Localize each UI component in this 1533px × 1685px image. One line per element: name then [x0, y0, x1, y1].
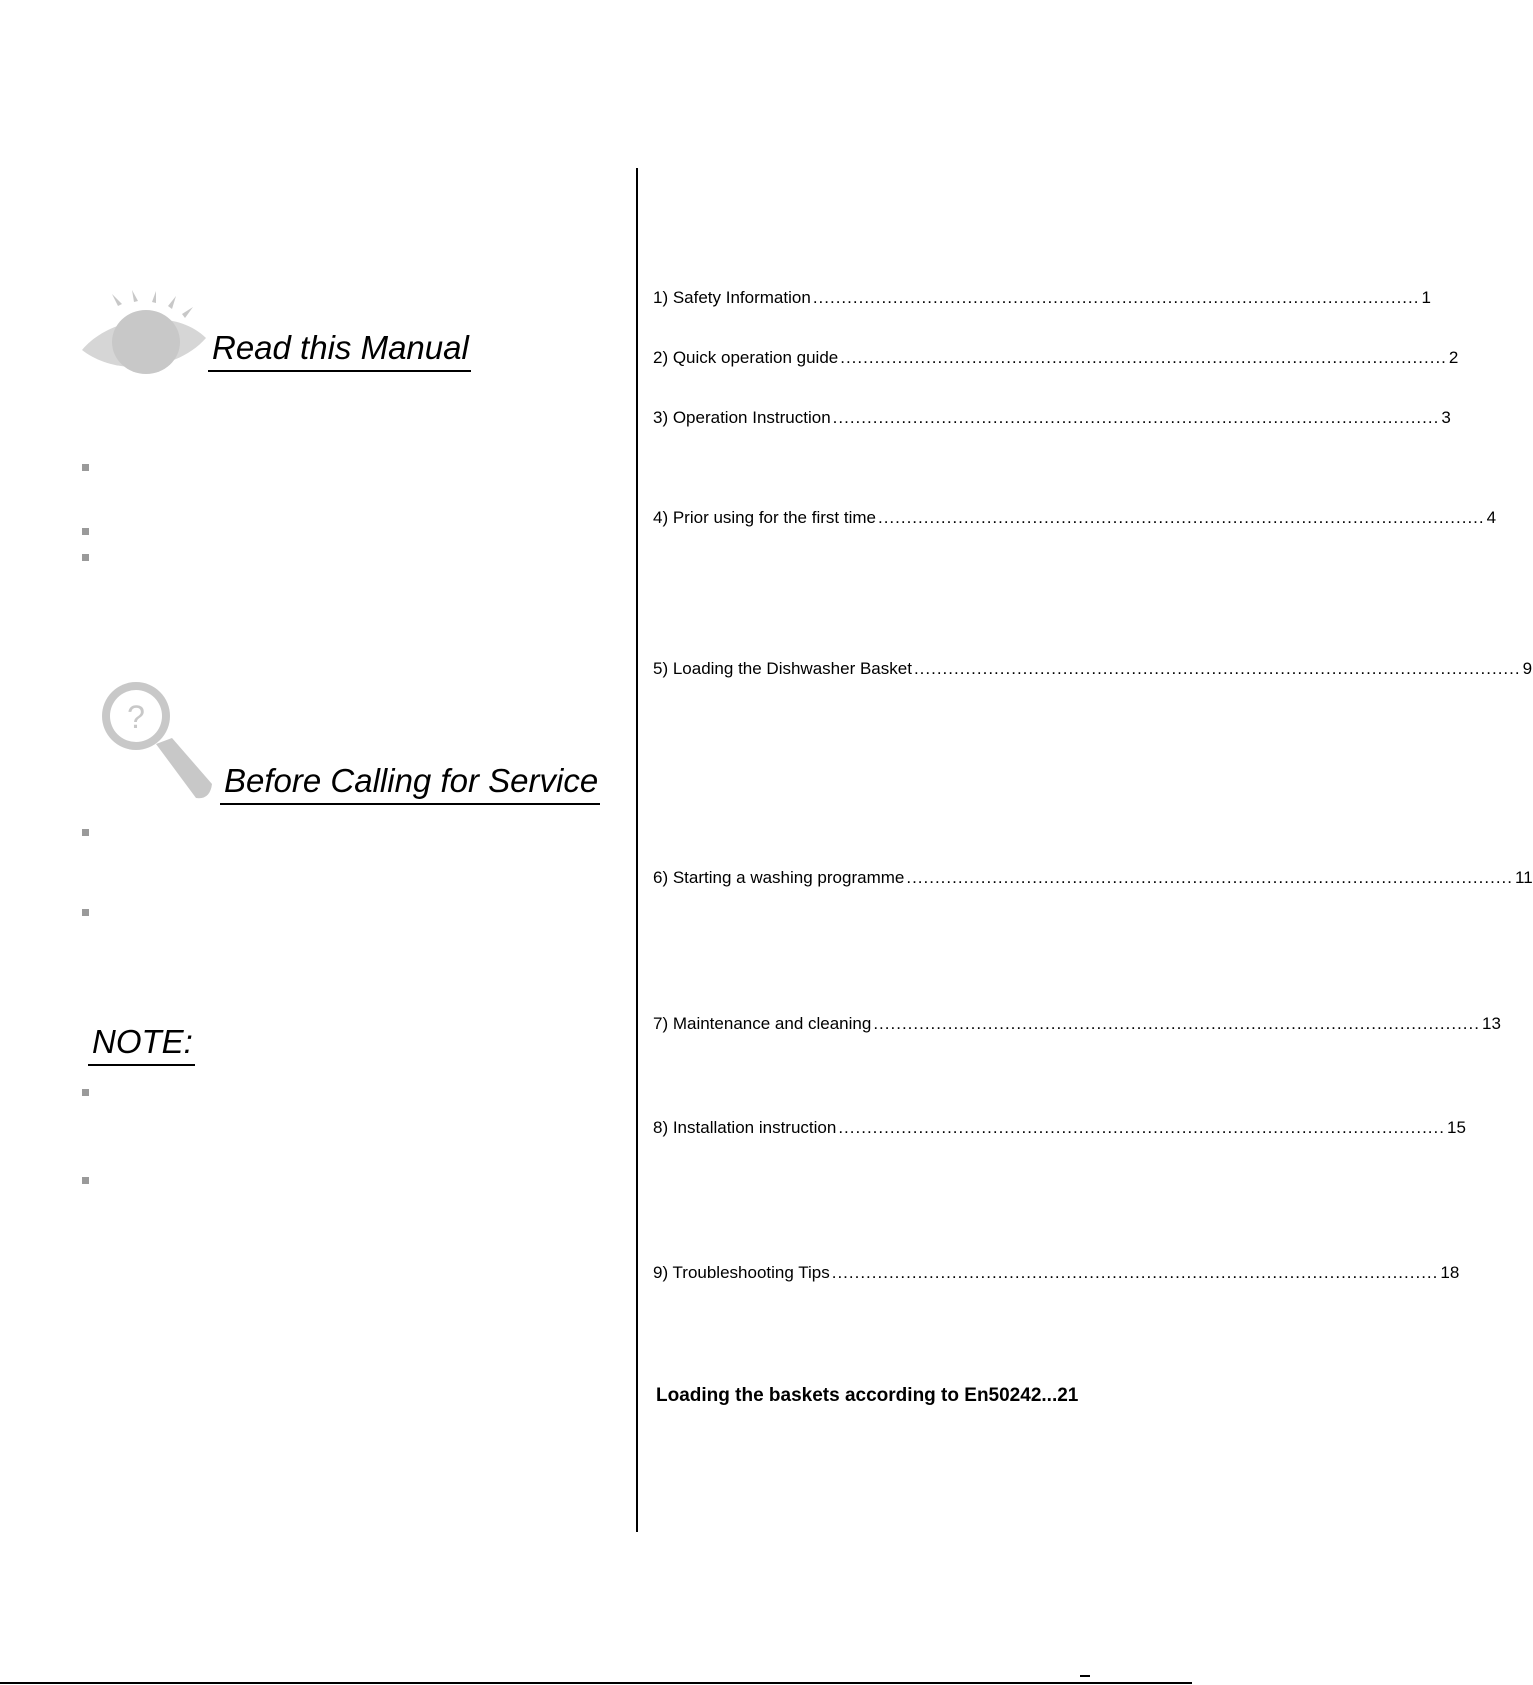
- toc-page-number: 18: [1440, 1263, 1460, 1282]
- toc-item-quick-guide[interactable]: [653, 346, 1459, 368]
- footer-rule: [0, 1682, 1192, 1684]
- toc-page-number: 1: [1421, 288, 1431, 307]
- toc-page-number: 21: [1057, 1385, 1079, 1406]
- toc-label: 3) Operation Instruction: [653, 408, 831, 427]
- footer-tick: [1080, 1675, 1090, 1677]
- toc-leader: ..........................................................................................................: [812, 288, 1420, 307]
- toc-page-number: 2: [1448, 348, 1459, 367]
- read-manual-heading: Read this Manual: [208, 330, 471, 372]
- toc-label: 7) Maintenance and cleaning: [653, 1014, 872, 1033]
- note-heading: NOTE:: [88, 1024, 195, 1066]
- toc-item-safety[interactable]: [653, 286, 1431, 308]
- toc-leader: ..........................................................................................................: [831, 1263, 1439, 1282]
- before-service-heading: Before Calling for Service: [220, 763, 600, 805]
- column-divider: [636, 168, 638, 1532]
- toc-label: 9) Troubleshooting Tips: [653, 1263, 830, 1282]
- toc-leader: ..........................................................................................................: [838, 1118, 1445, 1137]
- bullet: [82, 554, 89, 561]
- toc-item-washing-programme[interactable]: [653, 866, 1533, 888]
- toc-page-number: 13: [1481, 1014, 1501, 1033]
- toc-item-operation[interactable]: [653, 406, 1451, 428]
- toc-leader: ..........................................................................................................: [906, 868, 1513, 887]
- toc-label: 5) Loading the Dishwasher Basket: [653, 659, 912, 678]
- toc-page-number: 4: [1486, 508, 1497, 527]
- eye-icon: [78, 292, 208, 376]
- toc-leader: ...: [1041, 1385, 1058, 1406]
- toc-label: 6) Starting a washing programme: [653, 868, 905, 887]
- toc-page-number: 9: [1522, 659, 1533, 678]
- toc-label: 2) Quick operation guide: [653, 348, 839, 367]
- toc-leader: ..........................................................................................................: [877, 508, 1485, 527]
- bullet: [82, 909, 89, 916]
- toc-item-installation[interactable]: [653, 1116, 1466, 1138]
- bullet: [82, 528, 89, 535]
- toc-item-loading-basket[interactable]: [653, 657, 1533, 679]
- toc-item-troubleshooting[interactable]: [653, 1261, 1460, 1283]
- svg-text:?: ?: [127, 699, 145, 735]
- toc-item-first-time[interactable]: [653, 506, 1497, 528]
- bullet: [82, 1177, 89, 1184]
- bullet: [82, 464, 89, 471]
- bullet: [82, 829, 89, 836]
- toc-leader: ..........................................................................................................: [873, 1014, 1480, 1033]
- toc-item-en50242[interactable]: [656, 1384, 1112, 1406]
- toc-label: 4) Prior using for the first time: [653, 508, 876, 527]
- magnifier-question-icon: [98, 678, 214, 802]
- toc-page-number: 11: [1515, 868, 1533, 887]
- toc-item-maintenance[interactable]: [653, 1012, 1501, 1034]
- toc-leader: ..........................................................................................................: [832, 408, 1440, 427]
- bullet: [82, 1089, 89, 1096]
- toc-leader: ..........................................................................................................: [840, 348, 1447, 367]
- toc-leader: ..........................................................................................................: [913, 659, 1521, 678]
- toc-page-number: 15: [1446, 1118, 1466, 1137]
- toc-label: 8) Installation instruction: [653, 1118, 837, 1137]
- toc-page-number: 3: [1441, 408, 1451, 427]
- toc-label: Loading the baskets according to En50242: [656, 1385, 1042, 1406]
- toc-label: 1) Safety Information: [653, 288, 811, 307]
